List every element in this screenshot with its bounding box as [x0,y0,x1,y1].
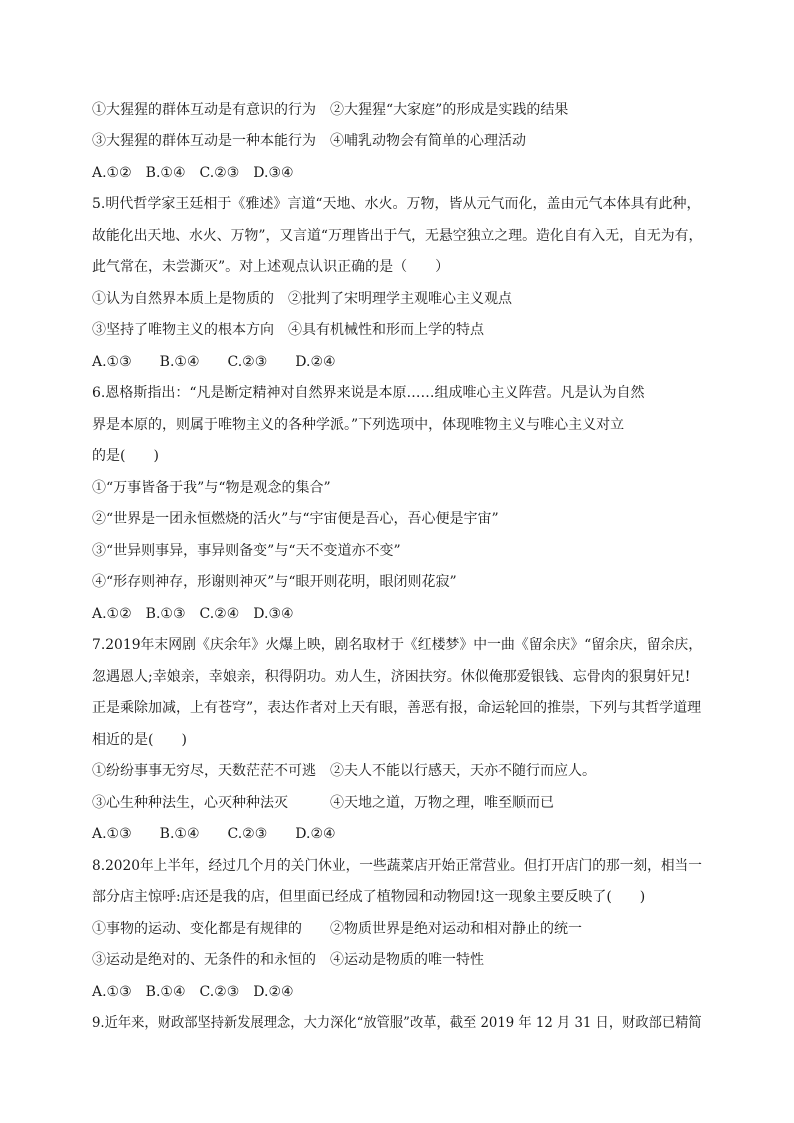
q6-stem-line-2: 界是本原的，则属于唯物主义的各种学派。”下列选项中，体现唯物主义与唯心主义对立 [92,417,625,433]
q4-answer-choices: A.①② B.①④ C.②③ D.③④ [92,165,294,181]
q9-stem-line-1: 9.近年来，财政部坚持新发展理念，大力深化“放管服”改革，截至 2019 年 12 月 31 日，财政部已精简 [92,1015,702,1031]
q7-options-line-2: ③心生种种法生，心灭种种法灭 ④天地之道，万物之理，唯至顺而已 [92,795,554,811]
q8-answer-choices: A.①③ B.①④ C.②③ D.②④ [92,984,294,1000]
q5-stem-line-3: 此气常在，未尝澌灭”。对上述观点认识正确的是（ ） [92,259,450,275]
q4-options-line-1: ①大猩猩的群体互动是有意识的行为 ②大猩猩“大家庭”的形成是实践的结果 [92,102,569,118]
q6-option-1: ①“万事皆备于我”与“物是观念的集合” [92,480,331,496]
q8-options-line-1: ①事物的运动、变化都是有规律的 ②物质世界是绝对运动和相对静止的统一 [92,921,582,937]
q8-stem-line-2: 部分店主惊呼:店还是我的店，但里面已经成了植物园和动物园!这一现象主要反映了( ) [92,889,646,905]
q7-stem-line-3: 正是乘除加减，上有苍穹”，表达作者对上天有眼，善恶有报，命运轮回的推崇，下列与其哲学道理 [92,700,702,716]
q6-stem-line-3: 的是( ) [92,448,159,464]
q5-stem-line-2: 故能化出天地、水火、万物”，又言道“万理皆出于气，无悬空独立之理。造化自有入无，自无为有， [92,228,703,244]
q7-stem-line-1: 7.2019年末网剧《庆余年》火爆上映，剧名取材于《红楼梦》中一曲《留余庆》“留余庆，留余庆， [92,637,703,653]
q5-options-line-2: ③坚持了唯物主义的根本方向 ④具有机械性和形而上学的特点 [92,322,484,338]
q7-options-line-1: ①纷纷事事无穷尽，天数茫茫不可逃 ②夫人不能以行感天，天亦不随行而应人。 [92,763,596,779]
q5-options-line-1: ①认为自然界本质上是物质的 ②批判了宋明理学主观唯心主义观点 [92,291,512,307]
q7-stem-line-2: 忽遇恩人;幸娘亲，幸娘亲，积得阴功。劝人生，济困扶穷。休似俺那爱银钱、忘骨肉的狠舅奸兄! [92,669,691,685]
q5-answer-choices: A.①③ B.①④ C.②③ D.②④ [92,354,336,370]
q7-stem-line-4: 相近的是( ) [92,732,187,748]
q8-stem-line-1: 8.2020年上半年，经过几个月的关门休业，一些蔬菜店开始正常营业。但打开店门的那一刻，相当一 [92,858,702,874]
q6-option-3: ③“世异则事异，事异则备变”与“天不变道亦不变” [92,543,401,559]
q5-stem-line-1: 5.明代哲学家王廷相于《雅述》言道“天地、水火。万物，皆从元气而化，盖由元气本体具有此种， [92,196,701,212]
q7-answer-choices: A.①③ B.①④ C.②③ D.②④ [92,826,336,842]
q4-options-line-2: ③大猩猩的群体互动是一种本能行为 ④哺乳动物会有简单的心理活动 [92,133,526,149]
q6-option-4: ④“形存则神存，形谢则神灭”与“眼开则花明，眼闭则花寂” [92,574,457,590]
q6-stem-line-1: 6.恩格斯指出：“凡是断定精神对自然界来说是本原……组成唯心主义阵营。凡是认为自然 [92,385,645,401]
q6-option-2: ②“世界是一团永恒燃烧的活火”与“宇宙便是吾心，吾心便是宇宙” [92,511,499,527]
q6-answer-choices: A.①② B.①③ C.②④ D.③④ [92,606,294,622]
q8-options-line-2: ③运动是绝对的、无条件的和永恒的 ④运动是物质的唯一特性 [92,952,484,968]
